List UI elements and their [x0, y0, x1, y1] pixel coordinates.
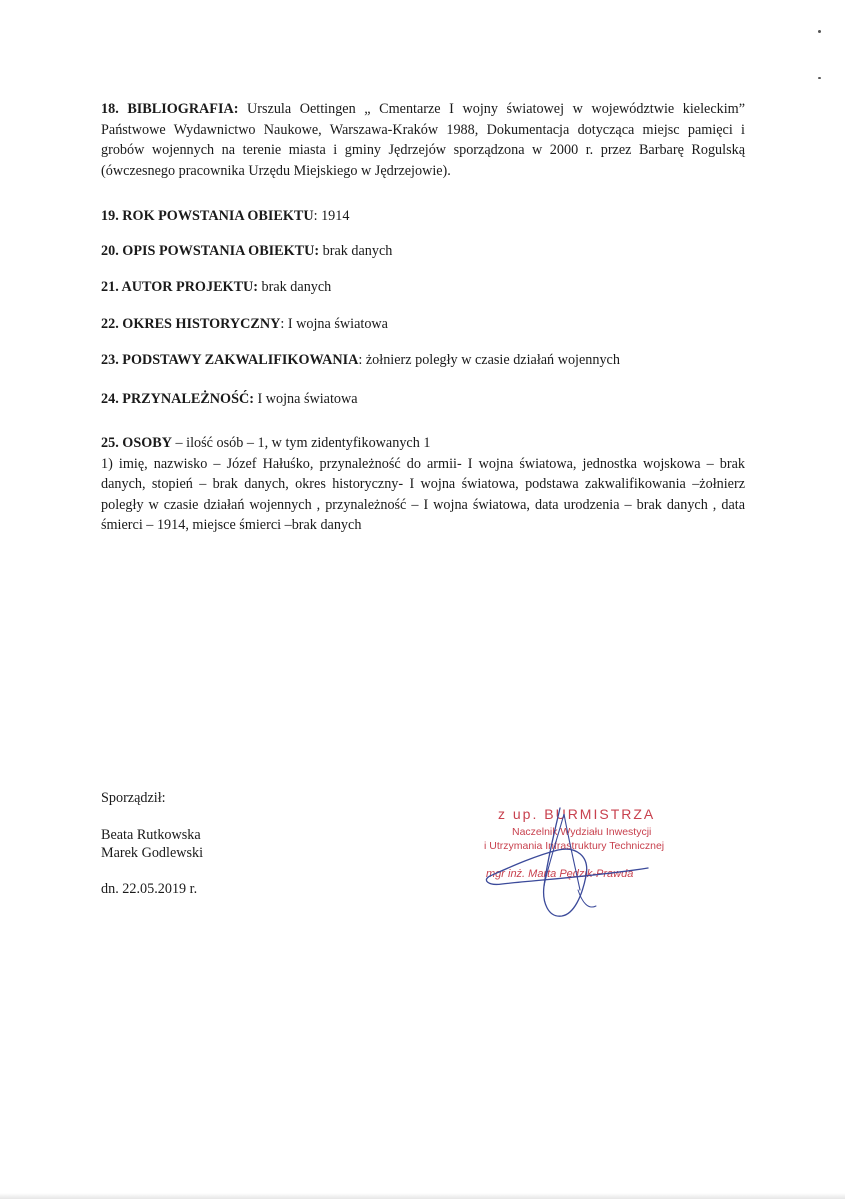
section-21-label: 21. AUTOR PROJEKTU:	[101, 279, 258, 295]
section-18-label: 18. BIBLIOGRAFIA:	[101, 101, 239, 117]
section-23	[101, 350, 761, 370]
prepared-by-label: Sporządził:	[101, 790, 166, 806]
section-22-label: 22. OKRES HISTORYCZNY	[101, 316, 281, 332]
stamp-line-2: Naczelnik Wydziału Inwestycji	[512, 826, 652, 838]
section-19	[101, 206, 761, 226]
section-23-text: : żołnierz poległy w czasie działań wojennych	[358, 352, 620, 368]
section-20	[101, 241, 761, 261]
section-19-text: : 1914	[313, 208, 350, 224]
preparer-name-2: Marek Godlewski	[101, 845, 204, 861]
scan-speck	[818, 77, 821, 79]
stamp-line-3: i Utrzymania Infrastruktury Technicznej	[484, 840, 665, 852]
section-22-text: : I wojna światowa	[280, 316, 388, 332]
section-21-text: brak danych	[258, 279, 332, 295]
section-21	[101, 277, 761, 297]
scan-speck	[818, 30, 821, 33]
section-22	[101, 314, 761, 334]
official-stamp	[478, 806, 698, 926]
section-18	[101, 99, 745, 181]
preparer-name-1: Beata Rutkowska	[101, 827, 201, 843]
section-24-text: I wojna światowa	[253, 391, 358, 407]
section-25-text: – ilość osób – 1, w tym zidentyfikowanych 1	[171, 435, 431, 451]
section-25	[101, 433, 745, 536]
section-23-label: 23. PODSTAWY ZAKWALIFIKOWANIA	[101, 352, 359, 368]
section-20-label: 20. OPIS POWSTANIA OBIEKTU:	[101, 243, 320, 259]
section-25-detail: 1) imię, nazwisko – Józef Hałuśko, przynależność do armii- I wojna światowa, jednostka wojskowa – brak danych, stopień – brak danych, okres historyczny- I wojna światowa, podstawa zakwalifikowania –żołnierz poległy w czasie działań wojennych , przynależność – I wojna światowa, data urodzenia – brak danych , data śmierci – 1914, miejsce śmierci –brak danych	[101, 455, 745, 533]
section-25-label: 25. OSOBY	[101, 435, 172, 451]
section-24-label: 24. PRZYNALEŻNOŚĆ:	[101, 391, 254, 407]
document-date: dn. 22.05.2019 r.	[101, 881, 198, 897]
section-19-label: 19. ROK POWSTANIA OBIEKTU	[101, 208, 314, 224]
handwritten-signature	[478, 806, 698, 926]
section-18-text: Urszula Oettingen „ Cmentarze I wojny światowej w województwie kieleckim” Państwowe Wydawnictwo Naukowe, Warszawa-Kraków 1988, Dokumentacja dotycząca miejsc pamięci i grobów wojennych na terenie miasta i gminy Jędrzejów sporządzona w 2000 r. przez Barbarę Rogulską (ówczesnego pracownika Urzędu Miejskiego w Jędrzejowie).	[101, 101, 745, 179]
stamp-line-4: mgr inż. Marta Pędzik-Prawda	[486, 868, 634, 880]
section-24	[101, 389, 761, 409]
section-20-text: brak danych	[319, 243, 393, 259]
scan-bottom-edge	[0, 1193, 845, 1199]
stamp-line-1: z up. BURMISTRZA	[498, 806, 656, 822]
